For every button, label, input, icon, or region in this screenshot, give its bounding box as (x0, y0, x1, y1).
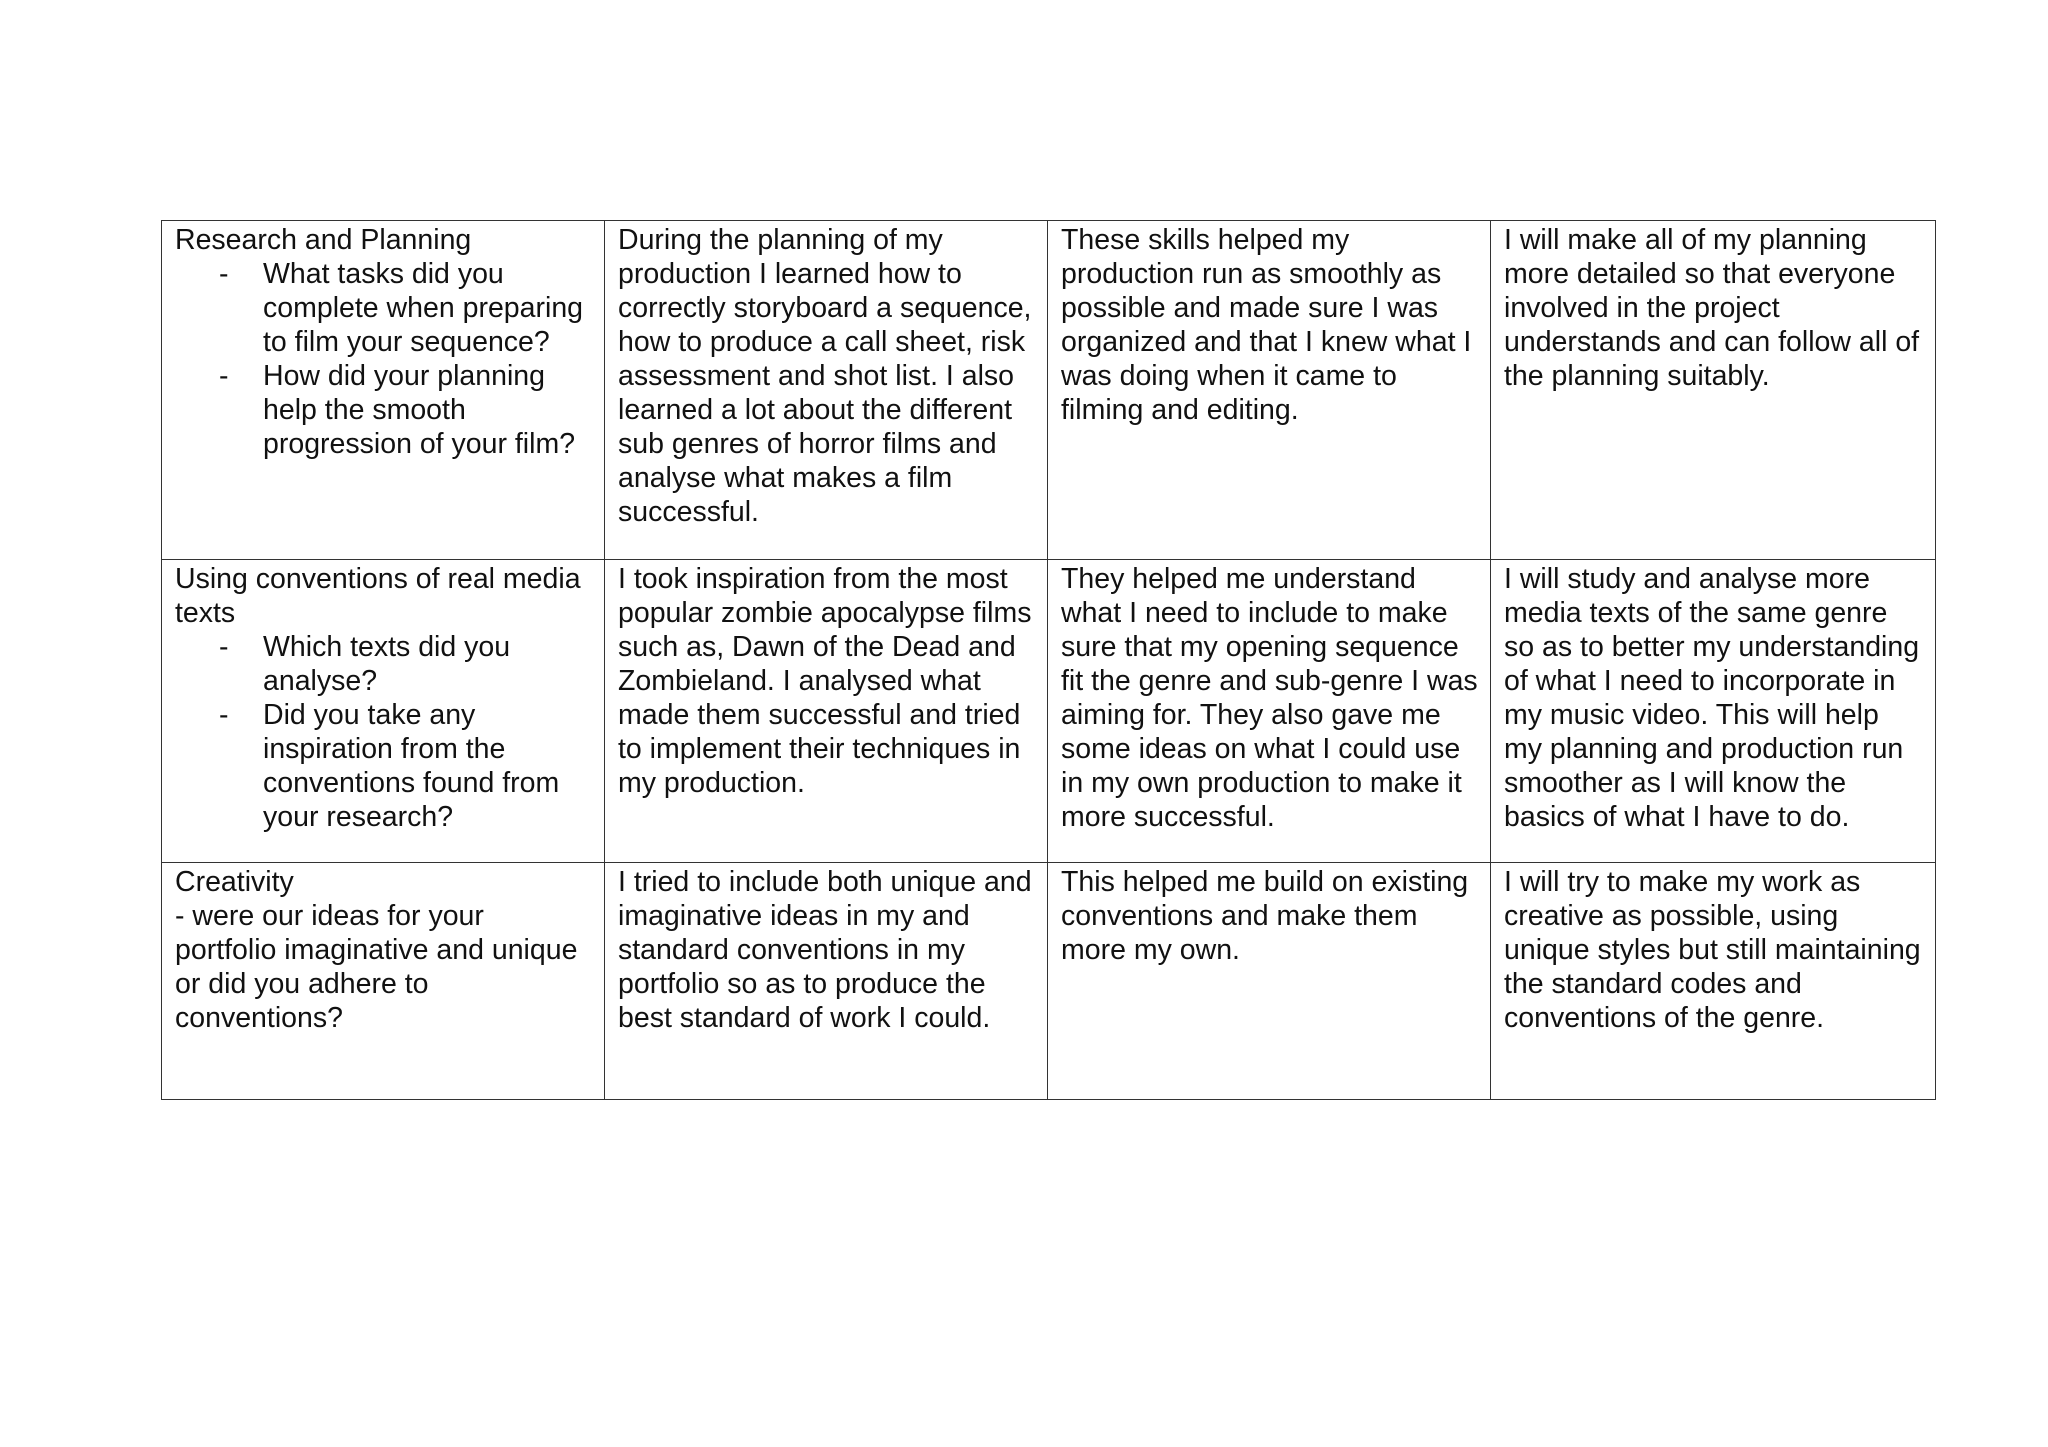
table-row (162, 560, 1936, 863)
improve-cell: I will study and analyse more media texts of the same genre so as to better my understanding of what I need to incorporate in my music video. This will help my planning and production run smoother as I will know the basics of what I have to do. (1491, 560, 1936, 863)
evaluation-table (161, 220, 1936, 1100)
question-item: - Which texts did you analyse? (219, 631, 511, 697)
question-item: - What tasks did you complete when preparing to film your sequence? (219, 258, 584, 358)
helped-cell: They helped me understand what I need to include to make sure that my opening sequence fit the genre and sub-genre I was aiming for. They also gave me some ideas on what I could use in my own production to make it more successful. (1048, 560, 1491, 863)
table-row (162, 863, 1936, 1100)
topic-heading: Research and Planning (175, 224, 472, 256)
topic-question: - were our ideas for your portfolio imaginative and unique or did you adhere to conventions? (175, 900, 578, 1034)
question-item: - How did your planning help the smooth progression of your film? (219, 360, 576, 460)
table-row (162, 221, 1936, 560)
topic-heading: Using conventions of real media texts (175, 563, 581, 629)
helped-cell: These skills helped my production run as smoothly as possible and made sure I was organized and that I knew what I was doing when it came to filming and editing. (1048, 221, 1491, 560)
improve-cell: I will make all of my planning more detailed so that everyone involved in the project understands and can follow all of the planning suitably. (1491, 221, 1936, 560)
topic-cell (162, 560, 605, 863)
improve-cell: I will try to make my work as creative as possible, using unique styles but still maintaining the standard codes and conventions of the genre. (1491, 863, 1936, 1100)
dash-bullet: - (219, 360, 229, 392)
question-item: - Did you take any inspiration from the conventions found from your research? (219, 699, 560, 833)
dash-bullet: - (219, 258, 229, 290)
topic-heading: Creativity (175, 866, 294, 898)
learned-cell: During the planning of my production I learned how to correctly storyboard a sequence, how to produce a call sheet, risk assessment and shot list. I also learned a lot about the different sub genres of horror films and analyse what makes a film successful. (605, 221, 1048, 560)
topic-cell (162, 221, 605, 560)
topic-cell (162, 863, 605, 1100)
learned-cell: I took inspiration from the most popular zombie apocalypse films such as, Dawn of the Dead and Zombieland. I analysed what made them successful and tried to implement their techniques in my production. (605, 560, 1048, 863)
learned-cell: I tried to include both unique and imaginative ideas in my and standard conventions in my portfolio so as to produce the best standard of work I could. (605, 863, 1048, 1100)
dash-bullet: - (219, 699, 229, 731)
helped-cell: This helped me build on existing conventions and make them more my own. (1048, 863, 1491, 1100)
question-list (175, 630, 592, 834)
question-list (175, 257, 592, 461)
dash-bullet: - (219, 631, 229, 663)
